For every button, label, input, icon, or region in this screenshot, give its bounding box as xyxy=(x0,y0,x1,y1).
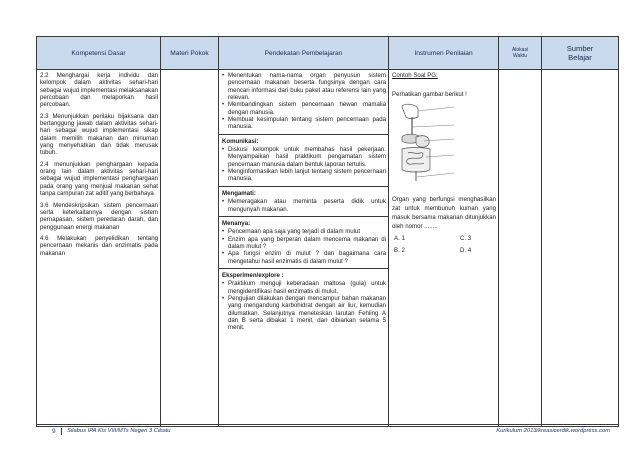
list-item: • Pencernaan apa saja yang terjadi di dalam mulut xyxy=(222,228,386,235)
question-prompt: Perhatikan gambar berikut ! xyxy=(392,91,467,99)
header-materi-pokok: Materi Pokok xyxy=(161,37,219,70)
footer-source: Kurikulum 2013/kreasicerdik.wordpress.com xyxy=(496,428,610,434)
option-d: D. 4 xyxy=(460,247,472,255)
komunikasi-section xyxy=(219,134,388,183)
header-row xyxy=(37,37,619,70)
kd-item: 2.2 Menghargai kerja individu dan kelompok dalam aktivitas sehari-hari sebagai wujud implementasi melaksanakan percobaan dan melaporkan hasil percobaan. xyxy=(40,72,158,109)
table-row xyxy=(37,70,619,427)
kompetensi-cell xyxy=(37,70,161,427)
list-item: • Enzim apa yang berperan dalam mencerna makanan di dalam mulut ? xyxy=(222,236,386,251)
menanya-section xyxy=(219,216,388,265)
page xyxy=(36,36,618,452)
digestive-system-illustration xyxy=(394,103,522,187)
list-item: • Menentukan nama-nama organ penyusun sistem pencernaan makanan beserta fungsinya dengan cara mencari informasi dari buku paket atau referensi lain yang relevan. xyxy=(222,72,386,101)
kd-item: 3.6 Mendeskripsikan sistem pencernaan serta keterkaitannya dengan sistem pernapasan, sistem peredaran darah, dan penggunaan energi makanan xyxy=(40,201,158,231)
footer-title: Silabus IPA Kls VIII/MTs Negeri 3 Cibatu xyxy=(67,428,171,434)
question-text: Organ yang berfungsi menghasilkan zat untuk membunuh kuman yang masuk bersama makanan ditunjukkan oleh nomor ........ xyxy=(392,196,496,231)
list-item: • Apa fungsi enzim di mulut ? dan bagaimana cara mengetahui hasil enzimatis di dalam mulut ? xyxy=(222,250,386,265)
header-pendekatan: Pendekatan Pembelajaran xyxy=(219,37,389,70)
page-number: 9 xyxy=(52,428,62,435)
option-b: B. 2 xyxy=(394,247,405,255)
list-item: • Praktikum menguji keberadaan maltosa (gula) untuk mengidentifikasi hasil enzimatis di mulut. xyxy=(222,280,386,295)
page-footer xyxy=(36,424,618,436)
section-title: Menanya: xyxy=(222,219,251,227)
eksperimen-section xyxy=(219,268,388,332)
mengamati-section xyxy=(219,186,388,213)
answer-options xyxy=(392,235,496,255)
header-kompetensi-dasar: Kompetensi Dasar xyxy=(37,37,161,70)
list-item: • Membuat kesimpulan tentang sistem pencernaan pada manusia. xyxy=(222,116,386,131)
header-alokasi-waktu: Alokasi Waktu xyxy=(499,37,542,70)
contoh-soal-heading: Contoh Soal PG: xyxy=(392,72,438,79)
materi-cell xyxy=(161,70,219,427)
sumber-cell xyxy=(542,70,619,427)
list-item: • Memeragakan atau meminta peserta didik untuk mengunyah makanan. xyxy=(222,198,386,213)
list-item: • Pengujian dilakukan dengan mencampur bahan makanan yang mengandung karbohidrat dengan air liur, kemudian dilumatkan. Selanjutnya meneteskan larutan Fehling A dan B serta dibakar 1 menit, dan dibiarkan selama 5 menit. xyxy=(222,295,386,332)
option-a: A. 1 xyxy=(394,235,405,243)
kd-item: 2.4 menunjukkan penghargaan kepada orang lain dalam aktivitas sehari-hari sebagai wujud implementasi penghargaan pada orang yang menjual makanan sehat tanpa campuran zat aditif yang berbahaya xyxy=(40,160,158,198)
header-instrumen: Instrumen Penilaian xyxy=(389,37,499,70)
pendekatan-cell xyxy=(219,70,389,427)
header-sumber-belajar: Sumber Belajar xyxy=(542,37,619,70)
list-item: • Diskusi kelompok untuk membahas hasil pekerjaan. Menyampaikan hasil praktikum pengamatan sistem pencernaan manusia dalam bentuk laporan tertulis. xyxy=(222,146,386,168)
intro-list xyxy=(222,72,386,131)
syllabus-table xyxy=(36,36,619,427)
section-title: Mengamati: xyxy=(222,189,256,197)
instrumen-cell xyxy=(389,70,499,427)
kd-item: 2.3 Menunjukkan perilaku bijaksana dan bertanggung jawab dalam aktivitas sehari-hari sebagai wujud implementasi sikap dalam memilih makanan dan minuman yang menyehatkan dan tidak merusak tubuh. xyxy=(40,112,158,157)
list-item: • Membandingkan sistem pencernaan hewan mamalia dengan manusia. xyxy=(222,101,386,116)
option-c: C. 3 xyxy=(460,235,472,243)
list-item: • Menginformasikan lebih lanjut tentang sistem pencernaan manusia. xyxy=(222,168,386,183)
section-title: Eksperimen/explore : xyxy=(222,271,284,279)
section-title: Komunikasi: xyxy=(222,137,259,145)
kd-item: 4.6 Melakukan penyelidikan tentang pencernaan mekanis dan enzimatis pada makanan xyxy=(40,234,158,257)
